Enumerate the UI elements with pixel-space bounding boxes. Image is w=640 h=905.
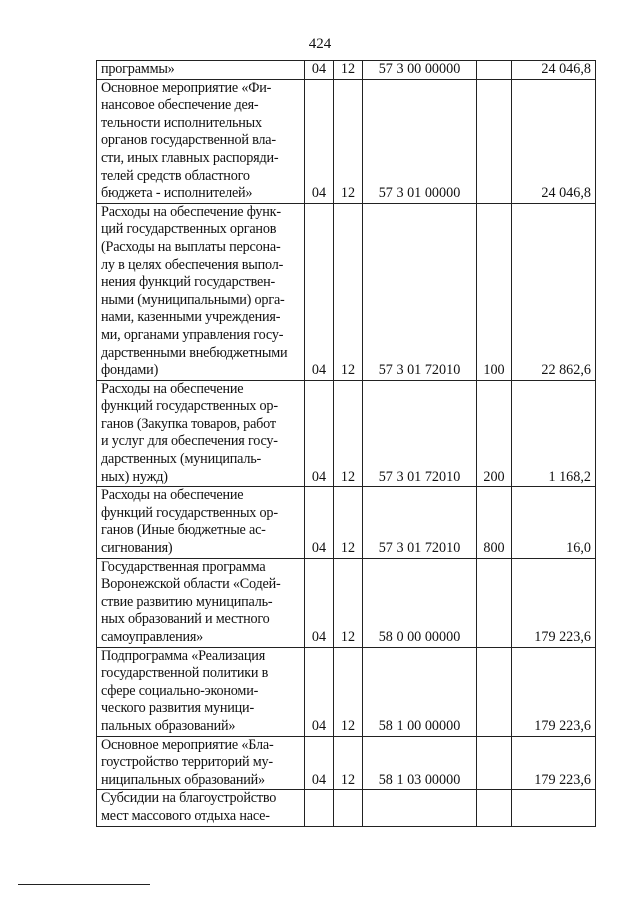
row-subsection: 12	[334, 61, 363, 80]
row-target-article: 57 3 01 72010	[363, 380, 477, 487]
row-amount: 179 223,6	[512, 558, 596, 647]
row-target-article: 58 1 03 00000	[363, 736, 477, 790]
table-row	[97, 736, 596, 790]
row-section	[305, 790, 334, 826]
row-name: Основное мероприятие «Бла- гоустройство территорий му- ниципальных образований»	[97, 736, 305, 790]
table-row	[97, 487, 596, 558]
row-subsection: 12	[334, 736, 363, 790]
row-section: 04	[305, 380, 334, 487]
row-amount: 179 223,6	[512, 736, 596, 790]
row-target-article: 57 3 01 72010	[363, 487, 477, 558]
table-row	[97, 61, 596, 80]
row-subsection: 12	[334, 487, 363, 558]
row-name: Расходы на обеспечение функ- ций государственных органов (Расходы на выплаты персона- лу в целях обеспечения выпол- нения функций государствен- ными (муниципальными) орга- нами, казенными учреждения- ми, органами управления госу- дарственными внебюджетными фондами)	[97, 203, 305, 380]
row-expense-type	[477, 647, 512, 736]
row-name: Государственная программа Воронежской области «Содей- ствие развитию муниципаль- ных образований и местного самоуправления»	[97, 558, 305, 647]
row-target-article	[363, 790, 477, 826]
row-target-article: 58 1 00 00000	[363, 647, 477, 736]
footnote-divider	[18, 884, 150, 885]
row-subsection: 12	[334, 203, 363, 380]
row-section: 04	[305, 61, 334, 80]
row-section: 04	[305, 558, 334, 647]
row-amount: 16,0	[512, 487, 596, 558]
table-row	[97, 558, 596, 647]
row-target-article: 57 3 00 00000	[363, 61, 477, 80]
row-target-article: 57 3 01 00000	[363, 79, 477, 203]
row-amount: 179 223,6	[512, 647, 596, 736]
row-amount	[512, 790, 596, 826]
row-section: 04	[305, 647, 334, 736]
row-section: 04	[305, 79, 334, 203]
table-row	[97, 203, 596, 380]
row-amount: 24 046,8	[512, 61, 596, 80]
row-section: 04	[305, 736, 334, 790]
row-subsection	[334, 790, 363, 826]
table-row	[97, 380, 596, 487]
row-amount: 22 862,6	[512, 203, 596, 380]
row-expense-type: 100	[477, 203, 512, 380]
row-subsection: 12	[334, 558, 363, 647]
row-expense-type: 800	[477, 487, 512, 558]
table-row	[97, 647, 596, 736]
row-expense-type: 200	[477, 380, 512, 487]
table-row	[97, 79, 596, 203]
row-subsection: 12	[334, 647, 363, 736]
budget-table	[96, 60, 596, 827]
row-amount: 1 168,2	[512, 380, 596, 487]
page-number: 424	[308, 36, 332, 52]
row-expense-type	[477, 736, 512, 790]
row-name: Субсидии на благоустройство мест массового отдыха насе-	[97, 790, 305, 826]
row-name: Подпрограмма «Реализация государственной политики в сфере социально-экономи- ческого развития муници- пальных образований»	[97, 647, 305, 736]
row-name: программы»	[97, 61, 305, 80]
row-target-article: 58 0 00 00000	[363, 558, 477, 647]
row-expense-type	[477, 790, 512, 826]
row-subsection: 12	[334, 79, 363, 203]
row-expense-type	[477, 558, 512, 647]
row-target-article: 57 3 01 72010	[363, 203, 477, 380]
row-section: 04	[305, 487, 334, 558]
row-amount: 24 046,8	[512, 79, 596, 203]
row-section: 04	[305, 203, 334, 380]
row-subsection: 12	[334, 380, 363, 487]
row-expense-type	[477, 79, 512, 203]
row-name: Расходы на обеспечение функций государственных ор- ганов (Закупка товаров, работ и услуг для обеспечения госу- дарственных (муниципаль- ных) нужд)	[97, 380, 305, 487]
row-name: Расходы на обеспечение функций государственных ор- ганов (Иные бюджетные ас- сигнования)	[97, 487, 305, 558]
table-row	[97, 790, 596, 826]
row-name: Основное мероприятие «Фи- нансовое обеспечение дея- тельности исполнительных органов государственной вла- сти, иных главных распоряди- телей средств областного бюджета - исполнителей»	[97, 79, 305, 203]
row-expense-type	[477, 61, 512, 80]
